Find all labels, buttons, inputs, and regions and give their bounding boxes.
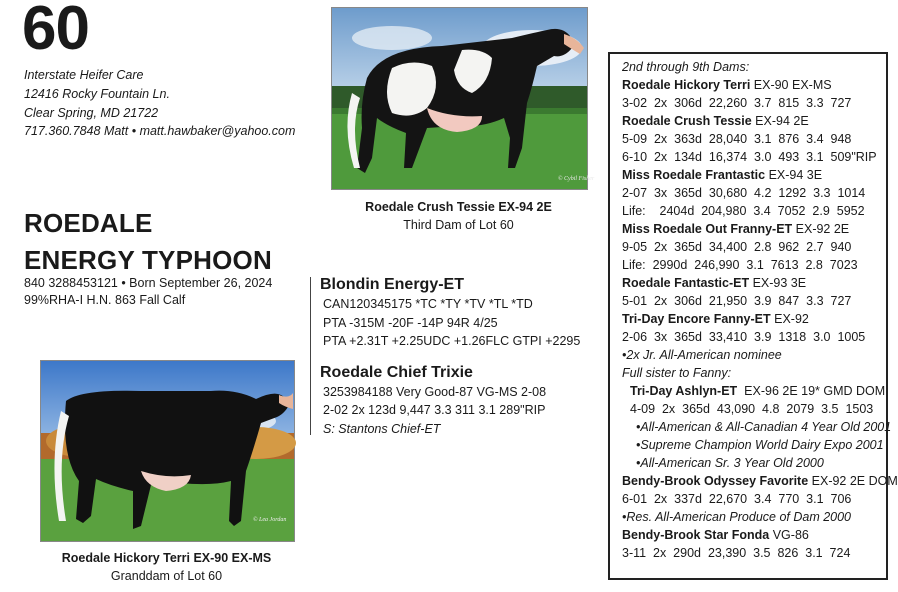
dam-record-row: 5-09 2x 363d 28,040 3.1 876 3.4 948 <box>622 132 852 146</box>
photo-third-dam <box>331 7 595 190</box>
photo-granddam <box>40 360 295 542</box>
dam-name-row <box>618 313 886 331</box>
dam-name-row <box>618 115 886 133</box>
dam-record-row: 6-10 2x 134d 16,374 3.0 493 3.1 509"RIP <box>622 150 877 164</box>
dam-name-row <box>618 277 886 295</box>
cow-photo-third-dam <box>332 8 595 189</box>
dam-row-classification: EX-92 <box>770 312 809 326</box>
animal-id-birth: 840 3288453121 • Born September 26, 2024 <box>24 276 273 290</box>
photo-caption-third-dam: Roedale Crush Tessie EX-94 2E <box>365 200 552 214</box>
dam-row-name: Tri-Day Encore Fanny-ET <box>622 312 771 326</box>
dams-box <box>608 52 898 580</box>
animal-details: 99%RHA-I H.N. 863 Fall Calf <box>24 293 186 307</box>
dam-note-row: •2x Jr. All-American nominee <box>622 348 782 362</box>
dam-reg-line: 3253984188 Very Good-87 VG-MS 2-08 <box>323 384 547 399</box>
dam-row-classification: EX-94 3E <box>765 168 823 182</box>
dam-row-name: Roedale Crush Tessie <box>622 114 752 128</box>
dam-name-row <box>618 169 886 187</box>
dam-name-row <box>618 79 886 97</box>
dam-row-classification: EX-94 2E <box>751 114 809 128</box>
dam-name-row <box>618 385 886 403</box>
dam-record-row: 6-01 2x 337d 22,670 3.4 770 3.1 706 <box>622 492 852 506</box>
dam-sire-line: S: Stantons Chief-ET <box>323 421 441 436</box>
dam-record-row: 9-05 2x 365d 34,400 2.8 962 2.7 940 <box>622 240 852 254</box>
dam-note-row: •All-American & All-Canadian 4 Year Old 2001 <box>636 420 892 434</box>
dam-row-name: Miss Roedale Frantastic <box>622 168 766 182</box>
dams-list <box>618 78 898 565</box>
dam-record-row: 2-06 3x 365d 33,410 3.9 1318 3.0 1005 <box>622 330 866 344</box>
dam-row-classification: EX-96 2E 19* GMD DOM <box>737 384 886 398</box>
dam-name: Roedale Chief Trixie <box>320 363 473 381</box>
dam-row-name: Roedale Hickory Terri <box>622 78 751 92</box>
dam-record-row: 2-07 3x 365d 30,680 4.2 1292 3.3 1014 <box>622 186 866 200</box>
photo-signature-third-dam: © Cybil Fisher <box>558 176 595 182</box>
pedigree-block <box>310 277 580 435</box>
dam-record-row: 4-09 2x 365d 43,090 4.8 2079 3.5 1503 <box>630 402 874 416</box>
photo-caption-granddam: Roedale Hickory Terri EX-90 EX-MS <box>61 551 272 565</box>
photo-subcaption-third-dam: Third Dam of Lot 60 <box>403 218 514 232</box>
dam-note-row: •All-American Sr. 3 Year Old 2000 <box>636 456 824 470</box>
dam-note-row: •Res. All-American Produce of Dam 2000 <box>622 510 852 524</box>
dam-row-name: Bendy-Brook Star Fonda <box>622 528 770 542</box>
dam-row-classification: EX-92 2E DOM <box>808 474 898 488</box>
consignor-contact: 717.360.7848 Matt • matt.hawbaker@yahoo.com <box>24 124 296 138</box>
dam-note-row: Full sister to Fanny: <box>622 366 732 380</box>
dam-row-classification: EX-92 2E <box>792 222 850 236</box>
animal-name-line2: ENERGY TYPHOON <box>24 245 272 275</box>
photo-signature-granddam: © Lea Jordan <box>253 517 287 523</box>
dam-row-name: Bendy-Brook Odyssey Favorite <box>622 474 809 488</box>
lot-number: 60 <box>22 0 89 63</box>
dam-name-row <box>618 223 886 241</box>
dam-name-row <box>618 474 898 493</box>
dam-record-row: Life: 2990d 246,990 3.1 7613 2.8 7023 <box>622 258 858 272</box>
dam-record-row: 3-11 2x 290d 23,390 3.5 826 3.1 724 <box>622 546 851 560</box>
dam-row-name: Roedale Fantastic-ET <box>622 276 750 290</box>
dam-row-name: Tri-Day Ashlyn-ET <box>630 384 738 398</box>
animal-name-line1: ROEDALE <box>24 208 153 238</box>
dam-name-row <box>618 529 886 547</box>
dam-note-row: •Supreme Champion World Dairy Expo 2001 <box>636 438 884 452</box>
dam-record-row: 3-02 2x 306d 22,260 3.7 815 3.3 727 <box>622 96 852 110</box>
cow-photo-granddam <box>41 361 294 541</box>
dam-record-row: Life: 2404d 204,980 3.4 7052 2.9 5952 <box>622 204 865 218</box>
dam-row-name: Miss Roedale Out Franny-ET <box>622 222 793 236</box>
dam-row-classification: EX-90 EX-MS <box>750 78 832 92</box>
sire-pta-line2: PTA +2.31T +2.25UDC +1.26FLC GTPI +2295 <box>323 334 581 348</box>
consignor-name: Interstate Heifer Care <box>24 68 144 82</box>
sire-name: Blondin Energy-ET <box>320 276 464 293</box>
dam-row-classification: EX-93 3E <box>749 276 807 290</box>
consignor-address-line1: 12416 Rocky Fountain Ln. <box>24 87 170 101</box>
photo-subcaption-granddam: Granddam of Lot 60 <box>110 569 223 583</box>
consignor-address-line2: Clear Spring, MD 21722 <box>24 106 159 120</box>
dam-row-classification: VG-86 <box>769 528 809 542</box>
dam-record-row: 5-01 2x 306d 21,950 3.9 847 3.3 727 <box>622 294 852 308</box>
dams-heading: 2nd through 9th Dams: <box>622 60 750 74</box>
sire-pta-line1: PTA -315M -20F -14P 94R 4/25 <box>323 315 498 330</box>
sire-reg-line: CAN120345175 *TC *TY *TV *TL *TD <box>323 297 533 311</box>
dam-record-line: 2-02 2x 123d 9,447 3.3 311 3.1 289"RIP <box>323 403 546 417</box>
